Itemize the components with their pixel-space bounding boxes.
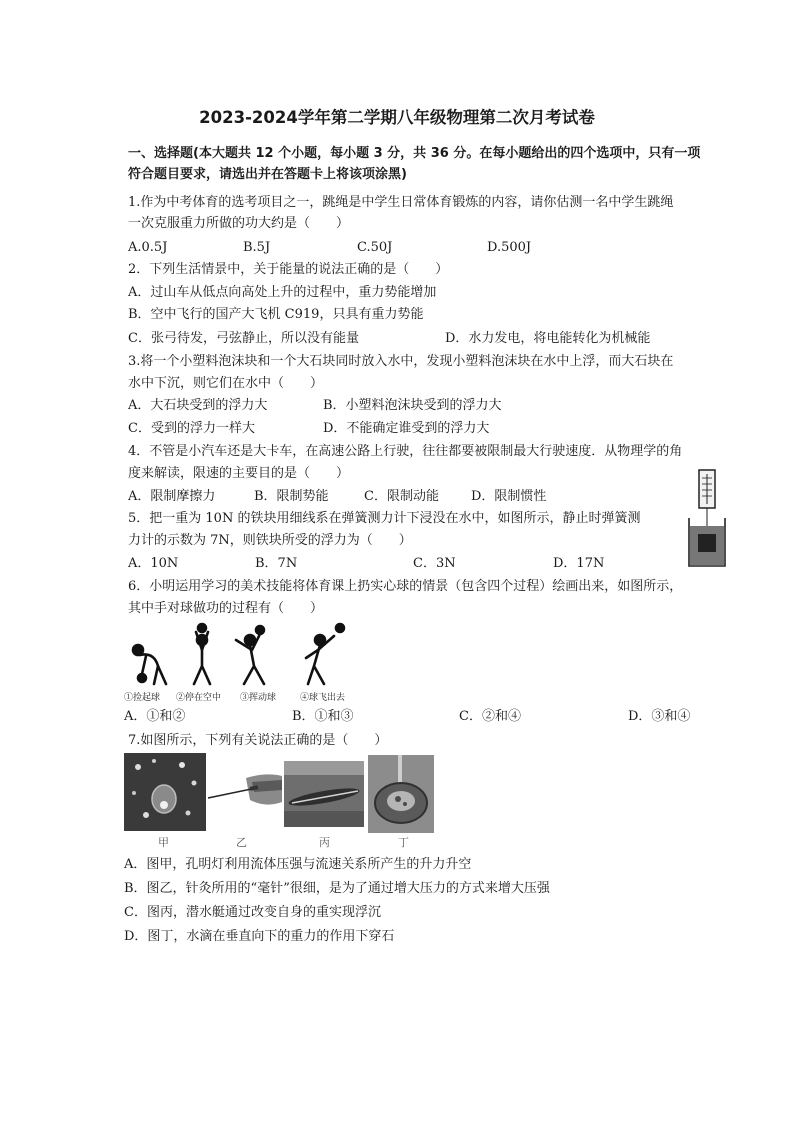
q7-option-c: C．图丙，潜水艇通过改变自身的重实现浮沉 [124, 905, 381, 920]
q6-option-d: D．③和④ [628, 709, 691, 724]
q4-option-a: A．限制摩擦力 [128, 489, 216, 504]
photo-submarine [284, 761, 364, 827]
section-heading-line2: 符合题目要求，请选出并在答题卡上将该项涂黑) [128, 167, 407, 182]
q4-option-d: D．限制惯性 [471, 489, 547, 504]
q6-caption-3: ③挥动球 [240, 693, 277, 703]
q5-option-c: C．3N [413, 556, 456, 571]
q4-option-b: B．限制势能 [254, 489, 329, 504]
photo-label-bing: 丙 [319, 836, 330, 849]
q7-option-d: D．图丁，水滴在垂直向下的重力的作用下穿石 [124, 929, 395, 944]
q3-option-c: C．受到的浮力一样大 [128, 421, 255, 436]
spring-scale-beaker-figure [683, 468, 731, 570]
section-heading-line1: 一、选择题(本大题共 12 个小题，每小题 3 分，共 36 分。在每小题给出的四个选项中，只有一项 [128, 146, 701, 161]
q5-option-d: D．17N [553, 556, 605, 571]
q6-option-a: A．①和② [124, 709, 186, 724]
q5-option-a: A．10N [128, 556, 179, 571]
exam-title: 2023-2024学年第二学期八年级物理第二次月考试卷 [199, 108, 595, 127]
q4-stem-line1: 4．不管是小汽车还是大卡车，在高速公路上行驶，往往都要被限制最大行驶速度．从物理学的角 [128, 444, 683, 459]
q7-option-a: A．图甲，孔明灯利用流体压强与流速关系所产生的升力升空 [124, 857, 472, 872]
q1-stem-line1: 1.作为中考体育的选考项目之一，跳绳是中学生日常体育锻炼的内容，请你估测一名中学生跳绳 [128, 195, 674, 210]
photo-acupuncture-needle [206, 768, 282, 818]
q3-stem-line2: 水中下沉，则它们在水中（ ） [128, 376, 324, 391]
ball-throwing-stick-figures [124, 622, 354, 690]
q1-option-b: B.5J [243, 240, 271, 255]
q6-option-c: C．②和④ [459, 709, 521, 724]
q2-stem: 2．下列生活情景中，关于能量的说法正确的是（ ） [128, 262, 449, 277]
photo-label-ding: 丁 [398, 836, 409, 849]
q5-option-b: B．7N [255, 556, 298, 571]
q3-option-b: B．小塑料泡沫块受到的浮力大 [323, 398, 502, 413]
q3-option-d: D．不能确定谁受到的浮力大 [323, 421, 490, 436]
q5-stem-line2: 力计的示数为 7N，则铁块所受的浮力为（ ） [128, 533, 412, 548]
q3-stem-line1: 3.将一个小塑料泡沫块和一个大石块同时放入水中，发现小塑料泡沫块在水中上浮，而大石块在 [128, 354, 674, 369]
q2-option-d: D．水力发电，将电能转化为机械能 [445, 331, 651, 346]
q4-stem-line2: 度来解读，限速的主要目的是（ ） [128, 466, 350, 481]
q1-option-d: D.500J [487, 240, 532, 255]
q2-option-c: C．张弓待发，弓弦静止，所以没有能量 [128, 331, 359, 346]
q2-option-b: B．空中飞行的国产大飞机 C919，只具有重力势能 [128, 307, 424, 322]
q1-option-a: A.0.5J [128, 240, 168, 255]
q2-option-a: A．过山车从低点向高处上升的过程中，重力势能增加 [128, 285, 437, 300]
q6-option-b: B．①和③ [292, 709, 354, 724]
q6-caption-4: ④球飞出去 [300, 693, 346, 703]
photo-label-yi: 乙 [236, 836, 247, 849]
q7-stem: 7.如图所示，下列有关说法正确的是（ ） [128, 733, 388, 748]
q6-caption-1: ①捡起球 [124, 693, 161, 703]
photo-water-drop-stone [368, 755, 434, 833]
q4-option-c: C．限制动能 [364, 489, 439, 504]
q6-stem-line1: 6．小明运用学习的美术技能将体育课上扔实心球的情景（包含四个过程）绘画出来，如图所示， [128, 579, 683, 594]
q3-option-a: A．大石块受到的浮力大 [128, 398, 268, 413]
q1-stem-line2: 一次克服重力所做的功大约是（ ） [128, 216, 350, 231]
q1-option-c: C.50J [357, 240, 393, 255]
photo-sky-lanterns [124, 753, 206, 831]
photo-label-jia: 甲 [158, 836, 169, 849]
q5-stem-line1: 5．把一重为 10N 的铁块用细线系在弹簧测力计下浸没在水中，如图所示，静止时弹簧测 [128, 511, 641, 526]
q6-stem-line2: 其中手对球做功的过程有（ ） [128, 601, 324, 616]
q6-caption-2: ②停在空中 [176, 693, 222, 703]
q7-option-b: B．图乙，针灸所用的“毫针”很细，是为了通过增大压力的方式来增大压强 [124, 881, 550, 896]
